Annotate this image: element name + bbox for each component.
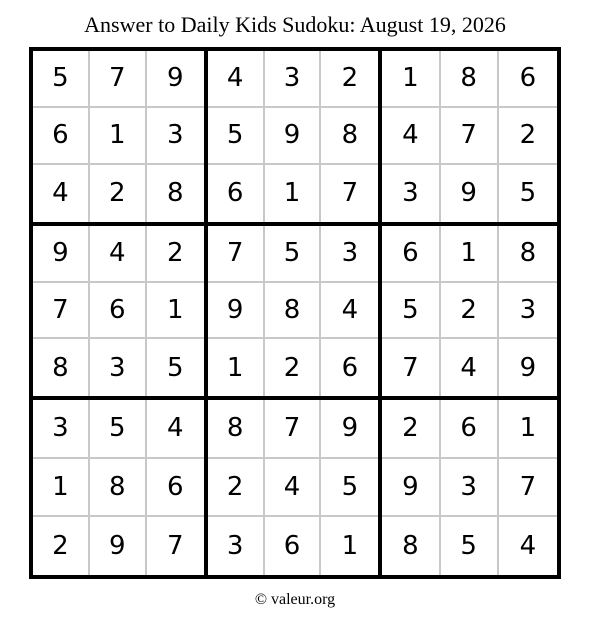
sudoku-cell-r6c5: 2 (265, 339, 322, 396)
sudoku-box-5 (208, 226, 383, 401)
sudoku-cell-r8c3: 6 (147, 459, 204, 517)
sudoku-cell-r9c5: 6 (265, 517, 322, 575)
sudoku-cell-r1c6: 2 (321, 51, 378, 108)
sudoku-cell-r9c9: 4 (519, 530, 537, 561)
sudoku-cell-r8c1: 1 (33, 459, 90, 517)
sudoku-cell-r4c2: 4 (90, 226, 147, 283)
sudoku-cell-r6c1: 8 (33, 339, 90, 396)
sudoku-cell-r3c4: 6 (208, 165, 265, 222)
sudoku-cell-r6c4: 1 (208, 339, 265, 396)
sudoku-cell-r9c1: 2 (33, 517, 90, 575)
sudoku-cell-r7c6: 9 (321, 400, 378, 458)
sudoku-cell-r3c6: 7 (341, 178, 359, 209)
sudoku-cell-r2c2: 1 (90, 108, 147, 165)
sudoku-cell-r1c1: 5 (33, 51, 90, 108)
sudoku-box-9 (382, 400, 557, 575)
sudoku-cell-r7c3: 4 (147, 400, 204, 458)
sudoku-cell-r6c3: 5 (166, 352, 184, 383)
sudoku-cell-r6c6: 6 (341, 352, 359, 383)
sudoku-cell-r1c8: 8 (441, 51, 499, 108)
sudoku-cell-r1c4: 4 (208, 51, 265, 108)
sudoku-box-1 (33, 51, 208, 226)
sudoku-cell-r5c1: 7 (33, 283, 90, 340)
sudoku-cell-r2c9: 2 (499, 108, 557, 165)
sudoku-cell-r6c2: 3 (90, 339, 147, 396)
sudoku-box-7 (33, 400, 208, 575)
sudoku-cell-r6c9: 9 (519, 352, 537, 383)
sudoku-cell-r9c7: 8 (382, 517, 440, 575)
sudoku-cell-r7c8: 6 (441, 400, 499, 458)
sudoku-cell-r2c3: 3 (147, 108, 204, 165)
sudoku-cell-r2c1: 6 (33, 108, 90, 165)
sudoku-cell-r6c8: 4 (441, 339, 499, 396)
sudoku-cell-r5c6: 4 (321, 283, 378, 340)
sudoku-cell-r9c6: 1 (341, 530, 359, 561)
sudoku-cell-r5c8: 2 (441, 283, 499, 340)
sudoku-cell-r7c4: 8 (208, 400, 265, 458)
sudoku-box-3 (382, 51, 557, 226)
sudoku-cell-r3c9: 5 (519, 178, 537, 209)
sudoku-cell-r2c7: 4 (382, 108, 440, 165)
sudoku-box-4 (33, 226, 208, 401)
sudoku-cell-r7c7: 2 (382, 400, 440, 458)
sudoku-cell-r4c4: 7 (208, 226, 265, 283)
sudoku-cell-r5c7: 5 (382, 283, 440, 340)
sudoku-cell-r2c8: 7 (441, 108, 499, 165)
sudoku-cell-r2c6: 8 (321, 108, 378, 165)
sudoku-cell-r4c1: 9 (33, 226, 90, 283)
sudoku-cell-r8c9: 7 (499, 459, 557, 517)
sudoku-cell-r5c5: 8 (265, 283, 322, 340)
sudoku-board (29, 47, 561, 579)
sudoku-cell-r1c3: 9 (147, 51, 204, 108)
sudoku-cell-r3c8: 9 (441, 165, 499, 222)
sudoku-cell-r7c9: 1 (499, 400, 557, 458)
sudoku-cell-r5c4: 9 (208, 283, 265, 340)
sudoku-cell-r9c3: 7 (166, 530, 184, 561)
puzzle-title: Answer to Daily Kids Sudoku: August 19, 2026 (84, 12, 506, 37)
sudoku-cell-r8c2: 8 (90, 459, 147, 517)
sudoku-cell-r9c4: 3 (208, 517, 265, 575)
sudoku-cell-r7c1: 3 (33, 400, 90, 458)
sudoku-cell-r7c5: 7 (265, 400, 322, 458)
sudoku-cell-r3c2: 2 (90, 165, 147, 222)
sudoku-cell-r9c2: 9 (90, 517, 147, 575)
sudoku-cell-r5c3: 1 (147, 283, 204, 340)
sudoku-cell-r4c5: 5 (265, 226, 322, 283)
sudoku-cell-r1c9: 6 (499, 51, 557, 108)
sudoku-cell-r3c5: 1 (265, 165, 322, 222)
sudoku-cell-r5c2: 6 (90, 283, 147, 340)
sudoku-cell-r4c6: 3 (321, 226, 378, 283)
sudoku-cell-r1c7: 1 (382, 51, 440, 108)
sudoku-cell-r5c9: 3 (499, 283, 557, 340)
sudoku-cell-r7c2: 5 (90, 400, 147, 458)
sudoku-cell-r4c3: 2 (147, 226, 204, 283)
sudoku-cell-r1c2: 7 (90, 51, 147, 108)
sudoku-cell-r2c5: 9 (265, 108, 322, 165)
sudoku-cell-r1c5: 3 (265, 51, 322, 108)
sudoku-cell-r3c3: 8 (166, 178, 184, 209)
sudoku-cell-r4c8: 1 (441, 226, 499, 283)
sudoku-cell-r3c7: 3 (382, 165, 440, 222)
sudoku-cell-r4c9: 8 (499, 226, 557, 283)
sudoku-cell-r8c4: 2 (208, 459, 265, 517)
sudoku-box-8 (208, 400, 383, 575)
sudoku-cell-r9c8: 5 (441, 517, 499, 575)
sudoku-box-6 (382, 226, 557, 401)
sudoku-cell-r8c7: 9 (382, 459, 440, 517)
sudoku-cell-r3c1: 4 (33, 165, 90, 222)
copyright-footer: © valeur.org (254, 591, 336, 608)
sudoku-cell-r8c5: 4 (265, 459, 322, 517)
sudoku-box-2 (208, 51, 383, 226)
sudoku-cell-r2c4: 5 (208, 108, 265, 165)
sudoku-cell-r8c6: 5 (321, 459, 378, 517)
sudoku-cell-r8c8: 3 (441, 459, 499, 517)
sudoku-cell-r4c7: 6 (382, 226, 440, 283)
sudoku-cell-r6c7: 7 (382, 339, 440, 396)
